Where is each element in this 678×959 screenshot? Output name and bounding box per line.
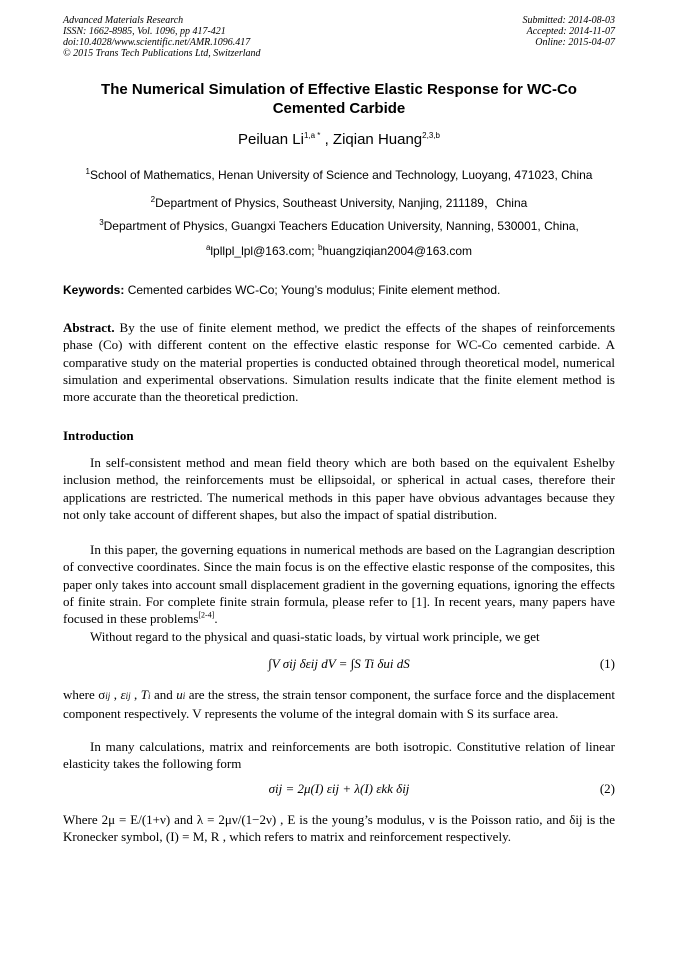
equation-1-body: ∫V σij δεij dV = ∫S Ti δui dS xyxy=(268,656,410,671)
abstract xyxy=(63,319,615,405)
journal-info xyxy=(63,15,261,59)
keywords xyxy=(63,283,615,297)
affiliation-1 xyxy=(63,168,615,182)
where-prefix: where σ xyxy=(63,687,106,702)
author-sep: , xyxy=(320,131,333,148)
affiliation-2-sup: 2 xyxy=(150,195,156,204)
intro-paragraph-3: Without regard to the physical and quasi-static loads, by virtual work principle, we get xyxy=(90,629,540,644)
affiliation-3-sup: 3 xyxy=(99,218,104,227)
section-heading-introduction: Introduction xyxy=(63,428,134,443)
intro-paragraph-5: In many calculations, matrix and reinforcements are both isotropic. Constitutive relation of linear elasticity takes the following form xyxy=(63,739,615,772)
journal-issn: ISSN: 1662-8985, Vol. 1096, pp 417-421 xyxy=(63,26,226,37)
email-a-sup: a xyxy=(205,243,211,252)
author-2: Ziqian Huang xyxy=(332,131,423,148)
journal-copyright: © 2015 Trans Tech Publications Ltd, Switzerland xyxy=(63,48,261,59)
intro-paragraph-2 xyxy=(63,541,615,627)
email-b[interactable]: huangziqian2004@163.com xyxy=(322,244,473,258)
intro-paragraph-2-text: In this paper, the governing equations in numerical methods are based on the Lagrangian description of convective coordinates. Since the main focus is on the effective elastic response of the composites, this paper only takes into account small displacement gradient in the governing equations, ignoring the effects of finite strain. For complete finite strain formula, please refer to [1]. In recent years, many papers have focused in these problems xyxy=(63,542,615,627)
intro-paragraph-4-text: are the stress, the strain tensor component, the surface force and the displacement component respectively. V represents the volume of the integral domain with S its surface area. xyxy=(63,687,616,722)
accepted-date: Accepted: 2014-11-07 xyxy=(526,26,615,37)
intro-paragraph-1: In self-consistent method and mean field theory which are both based on the equivalent Eshelby inclusion method, the reinforcements must be ellipsoidal, or spherical in actual cases, therefore their applications are restricted. The numerical methods in this paper have obvious advantages because they not only take account of different shapes, but also the impact of spatial distribution. xyxy=(63,455,615,522)
journal-doi[interactable]: doi:10.4028/www.scientific.net/AMR.1096.417 xyxy=(63,37,251,48)
submitted-date: Submitted: 2014-08-03 xyxy=(522,15,615,26)
equation-1 xyxy=(63,656,615,678)
email-a[interactable]: lpllpl_lpl@163.com; xyxy=(210,244,318,258)
email-b-sup: b xyxy=(317,243,323,252)
equation-2-number: (2) xyxy=(599,781,615,796)
equation-2-body: σij = 2μ(I) εij + λ(I) εkk δij xyxy=(268,781,410,796)
author-2-sup: 2,3,b xyxy=(422,131,440,140)
keywords-text: Cemented carbides WC-Co; Young’s modulus; Finite element method. xyxy=(124,283,501,297)
affiliation-1-sup: 1 xyxy=(85,167,90,176)
affiliation-1-text: School of Mathematics, Henan University of Science and Technology, Luoyang, 471023, China xyxy=(89,168,593,182)
intro-paragraph-4: where σij , εij , Ti and ui are the stress, the strain tensor component, the surface force and the displacement component respectively. V represents the volume of the integral domain with S its surface area. xyxy=(63,687,616,722)
keywords-label: Keywords: xyxy=(63,283,125,297)
affiliation-2 xyxy=(63,194,615,211)
affiliation-3 xyxy=(63,219,615,233)
abstract-label: Abstract. xyxy=(63,320,115,335)
journal-name: Advanced Materials Research xyxy=(63,15,184,26)
intro-paragraph-2-end: . xyxy=(214,611,218,627)
author-1: Peiluan Li xyxy=(238,131,304,148)
paper-title: The Numerical Simulation of Effective Elastic Response for WC-Co Cemented Carbide xyxy=(101,81,577,117)
equation-2 xyxy=(63,781,615,803)
affiliation-3-text: Department of Physics, Guangxi Teachers Education University, Nanning, 530001, China, xyxy=(103,219,579,233)
online-date: Online: 2015-04-07 xyxy=(535,37,615,48)
citation-ref[interactable]: [2-4] xyxy=(198,610,215,620)
author-1-sup: 1,a * xyxy=(303,131,321,140)
author-emails xyxy=(63,244,615,258)
equation-1-number: (1) xyxy=(599,656,615,671)
abstract-text: By the use of finite element method, we predict the effects of the shapes of reinforcements phase (Co) with different content on the effective elastic response for WC-Co cemented carbide. A comparative study on the material properties is conducted obtained through theoretical model, numerical simulation and experimental observations. Simulation results indicate that the finite element method is more accurate than the theoretical prediction. xyxy=(63,320,615,405)
intro-paragraph-6: Where 2μ = E/(1+ν) and λ = 2μν/(1−2ν) , E is the young’s modulus, ν is the Poisson ratio, and δij is the Kronecker symbol, (I) = M, R , which refers to matrix and reinforcement respectively. xyxy=(63,812,615,845)
dates-info xyxy=(523,15,616,48)
affiliation-2-text: Department of Physics, Southeast University, Nanjing, 211189，China xyxy=(155,196,528,210)
authors xyxy=(63,131,615,148)
